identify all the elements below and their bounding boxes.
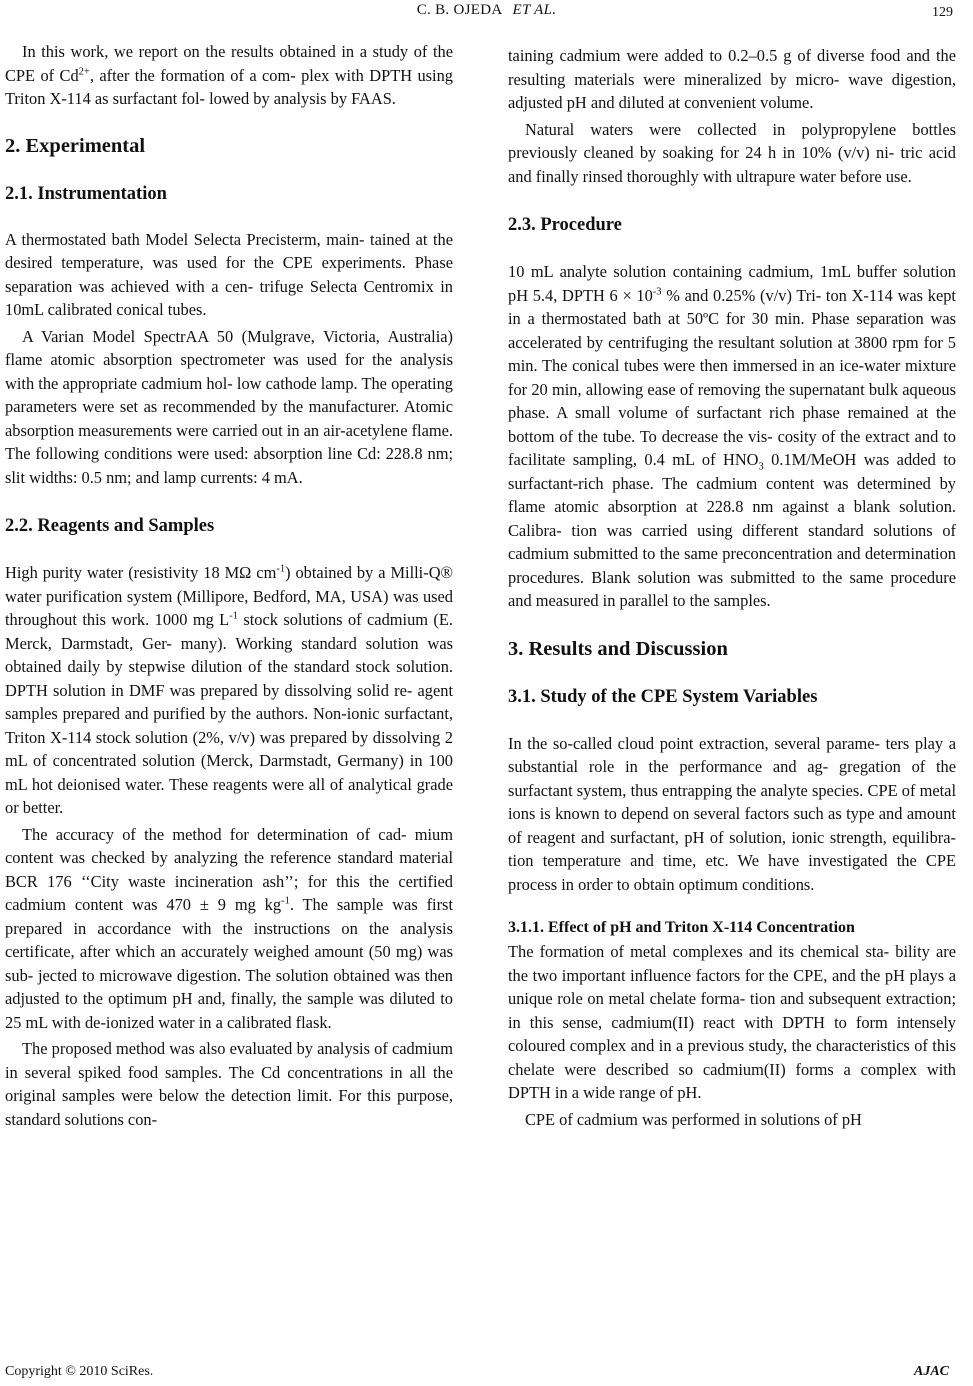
footer-copyright: Copyright © 2010 SciRes. xyxy=(5,1364,154,1379)
reagents-paragraph-2: The accuracy of the method for determination of cad- mium content was checked by analyzing the reference standard material BCR 176 ‘‘City waste incineration ash’’; for this the certified cadmium content was 470 ± 9 mg $kg^{-1}$. The sample was first prepared in accordance with the instructions on the analysis certificate, after which an accurately weighed amount (50 mg) was sub- jected to microwave digestion. The solution obtained was then adjusted to the optimum pH and, finally, the sample was diluted to 25 mL with de-ionized water in a calibrated flask. xyxy=(5,824,453,1032)
right-column xyxy=(508,44,956,1131)
ph-effect-paragraph-2: CPE of cadmium was performed in solutions of pH xyxy=(525,1109,862,1129)
section-2-title: 2. Experimental xyxy=(5,134,146,157)
instrumentation-paragraph-2: A Varian Model SpectrAA 50 (Mulgrave, Victoria, Australia) flame atomic absorption spectrometer was used for the analysis with the appropriate cadmium hol- low cathode lamp. The operating parameters were set as recommended by the manufacturer. Atomic absorption measurements were carried out in an air-acetylene flame. The following conditions were used: absorption line Cd: 228.8 nm; slit widths: 0.5 nm; and lamp currents: 4 mA. xyxy=(5,326,453,487)
ph-effect-paragraph-1: The formation of metal complexes and its chemical sta- bility are the two important influence factors for the CPE, and the pH plays a unique role on metal chelate forma- tion and subsequent extraction; in this sense, cadmium(II) react with DPTH to form intensely coloured complex and in a previous study, the characteristics of this chelate were described so cadmium(II) forms a complex with DPTH in a wide range of pH. xyxy=(508,942,956,1102)
section-2-2-title: 2.2. Reagents and Samples xyxy=(5,516,215,536)
section-2-3-title: 2.3. Procedure xyxy=(508,215,622,235)
procedure-paragraph: 10 mL analyte solution containing cadmium, 1mL buffer solution pH 5.4, DPTH $6 \times 10^{-3}$ % and 0.25% (v/v) Tri- ton X-114 was kept in a thermostated bath at 50ºC for 30 min. Phase separation was accelerated by centrifuging the resultant solution at 3800 rpm for 5 min. The conical tubes were then immersed in an ice-water mixture for 20 min, allowing ease of removing the supernatant bulk aqueous phase. A small volume of surfactant rich phase remained at the bottom of the tube. To decrease the vis- cosity of the extract and to facilitate sampling, 0.4 mL of $HNO_3$ 0.1M/MeOH was added to surfactant-rich phase. The cadmium content was determined by flame atomic absorption at 228.8 nm against a blank solution. Calibra- tion was carried using different standard solutions of cadmium submitted to the same preconcentration and determination procedures. Blank solution was submitted to the same procedure and measured in parallel to the samples. xyxy=(508,262,956,610)
reagents-paragraph-3: The proposed method was also evaluated by analysis of cadmium in several spiked food samples. The Cd concentrations in all the original samples were below the detection limit. For this purpose, standard solutions con- xyxy=(5,1039,453,1129)
section-3-1-title: 3.1. Study of the CPE System Variables xyxy=(508,686,818,707)
cpe-variables-paragraph: In the so-called cloud point extraction, several parame- ters play a substantial role in the performance and ag- gregation of the surfactant system, thus entrapping the analyte species. CPE of metal ions is known to depend on several factors such as type and amount of reagent and surfactant, pH of solution, ionic strength, equilibra- tion temperature and time, etc. We have investigated the CPE process in order to obtain optimum conditions. xyxy=(508,733,956,894)
footer-journal: AJAC xyxy=(913,1364,949,1379)
food-samples-continued: taining cadmium were added to 0.2–0.5 g of diverse food and the resulting materials were mineralized by micro- wave digestion, adjusted pH and diluted at convenient volume. xyxy=(508,46,956,112)
running-head-et-al: ET AL. xyxy=(512,2,557,18)
reagents-paragraph-1: High purity water (resistivity 18 MΩ $cm^{-1}$) obtained by a Milli-Q® water purification system (Millipore, Bedford, MA, USA) was used throughout this work. 1000 mg $L^{-1}$ stock solutions of cadmium (E. Merck, Darmstadt, Ger- many). Working standard solution was obtained daily by stepwise dilution of the standard stock solution. DPTH solution in DMF was prepared by dissolving solid re- agent samples prepared and purified by the authors. Non-ionic surfactant, Triton X-114 stock solution (2%, v/v) was prepared by dissolving 2 mL of concentrated solution (Merck, Darmstadt, Germany) in 100 mL hot deionised water. These reagents were all of analytical grade or better. xyxy=(5,563,453,817)
intro-paragraph: In this work, we report on the results obtained in a study of the CPE of $Cd^{2+}$, after the formation of a com- plex with DPTH using Triton X-114 as surfactant fol- lowed by analysis by FAAS. xyxy=(5,42,453,108)
left-column xyxy=(5,40,453,1131)
page-number: 129 xyxy=(932,5,953,20)
instrumentation-paragraph-1: A thermostated bath Model Selecta Precisterm, main- tained at the desired temperature, was used for the CPE experiments. Phase separation was achieved with a cen- trifuge Selecta Centromix in 10mL calibrated conical tubes. xyxy=(5,229,453,319)
natural-waters-paragraph: Natural waters were collected in polypropylene bottles previously cleaned by soaking for 24 h in 10% (v/v) ni- tric acid and finally rinsed thoroughly with ultrapure water before use. xyxy=(508,119,956,186)
running-head-authors: C. B. OJEDA xyxy=(416,2,503,18)
section-2-1-title: 2.1. Instrumentation xyxy=(5,183,167,204)
running-head xyxy=(0,2,973,19)
section-3-1-1-title: 3.1.1. Effect of pH and Triton X-114 Concentration xyxy=(508,919,855,936)
section-3-title: 3. Results and Discussion xyxy=(508,637,728,660)
